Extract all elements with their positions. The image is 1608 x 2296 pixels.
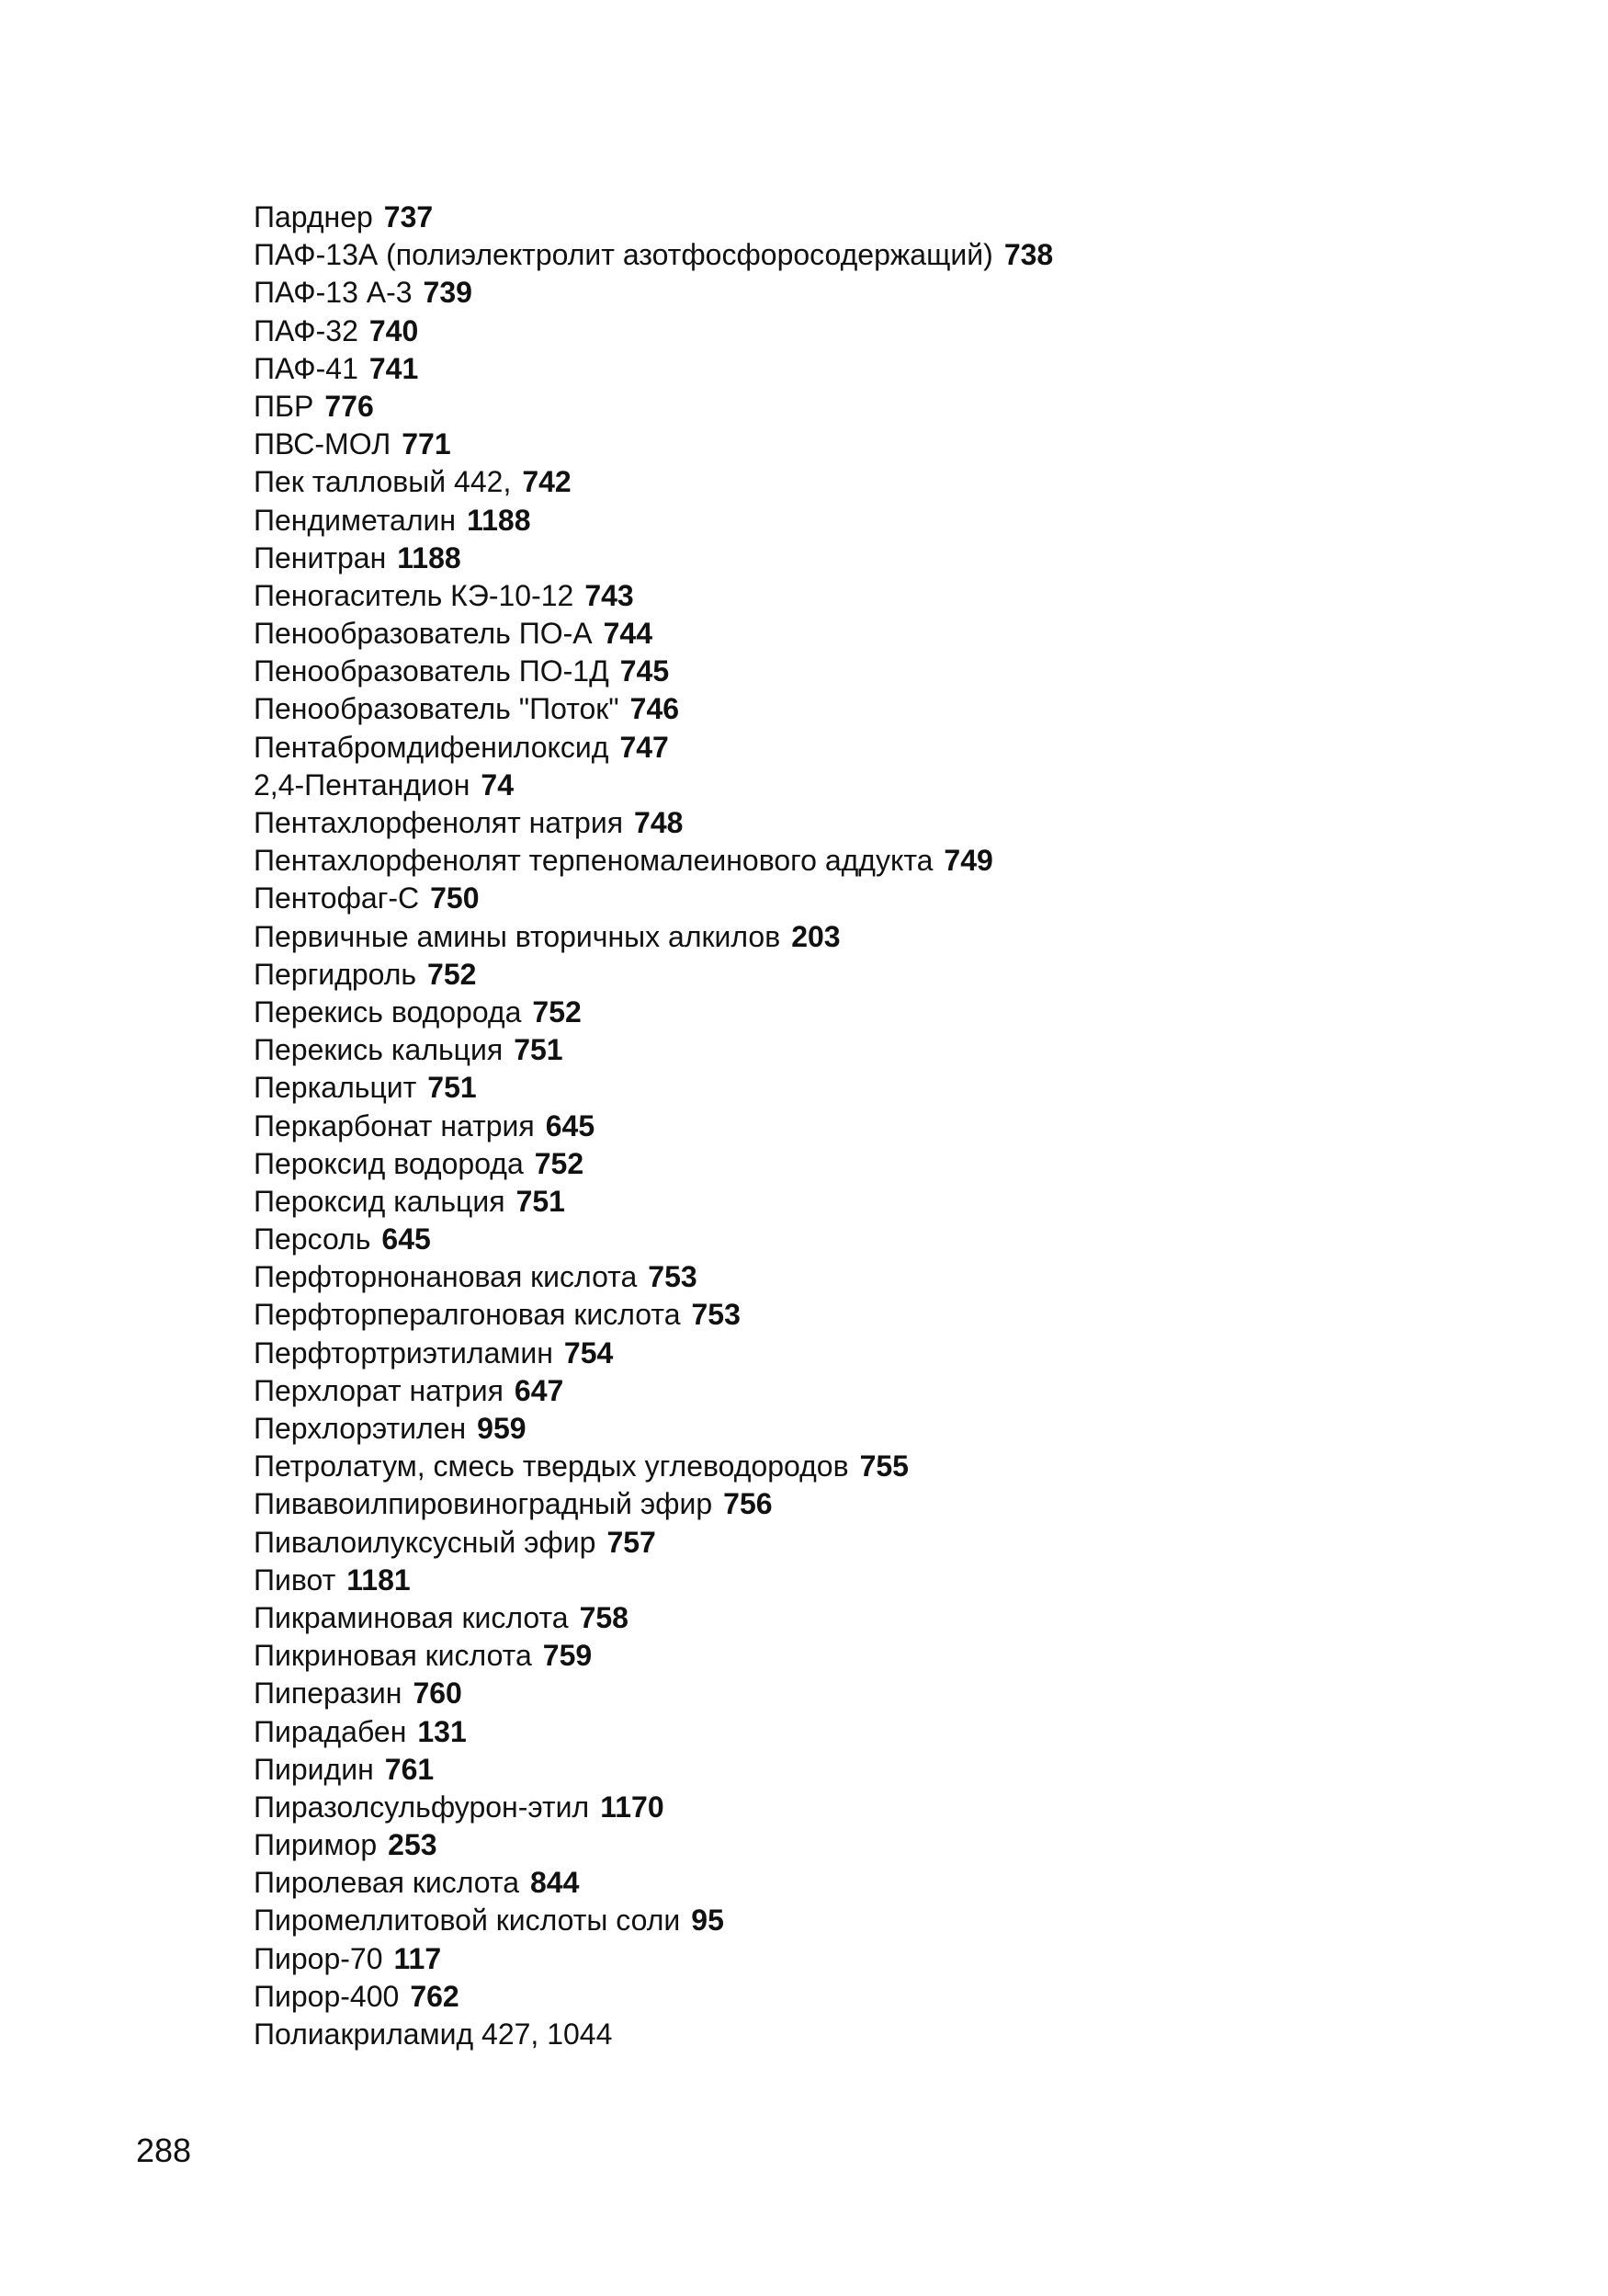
entry-term: 2,4-Пентандион: [254, 767, 470, 801]
entry-pages: 759: [542, 1639, 593, 1673]
index-entry: [254, 956, 1053, 994]
index-entry: [254, 767, 1053, 804]
entry-pages: 844: [529, 1866, 580, 1900]
index-list: [254, 199, 1053, 2053]
index-entry: [254, 1145, 1053, 1183]
entry-pages: 131: [417, 1714, 467, 1748]
entry-term: Парднер: [254, 200, 373, 233]
index-entry: [254, 1221, 1053, 1258]
entry-term: Перфторпералгоновая кислота: [254, 1298, 681, 1332]
index-entry: [254, 918, 1053, 956]
entry-pages: 253: [388, 1828, 437, 1862]
entry-term: Перфтортриэтиламин: [254, 1336, 553, 1370]
entry-pages: 751: [515, 1184, 565, 1218]
entry-pages: 74: [481, 767, 514, 801]
index-entry: [254, 804, 1053, 842]
entry-term: Пентофаг-С: [254, 881, 420, 915]
index-entry: [254, 1675, 1053, 1712]
entry-pages: 776: [324, 389, 374, 423]
entry-term: Пероксид водорода: [254, 1146, 524, 1180]
entry-term: Пивавоилпировиноградный эфир: [254, 1487, 713, 1521]
entry-term: Первичные амины вторичных алкилов: [254, 919, 781, 953]
entry-pages: 740: [368, 313, 419, 347]
entry-pages: 760: [413, 1677, 462, 1711]
index-entry: [254, 1485, 1053, 1523]
index-entry: [254, 880, 1053, 917]
entry-term: Персоль: [254, 1222, 371, 1256]
index-entry: [254, 502, 1053, 540]
entry-pages: 750: [430, 881, 480, 915]
entry-term: Пек талловый 442,: [254, 465, 512, 499]
entry-term: Пирор-70: [254, 1941, 383, 1975]
entry-term: Перкарбонат натрия: [254, 1108, 535, 1142]
entry-pages: 757: [606, 1525, 656, 1559]
index-entry: [254, 1562, 1053, 1599]
index-entry: [254, 690, 1053, 728]
entry-term: Пиримор: [254, 1828, 378, 1862]
index-entry: [254, 463, 1053, 501]
entry-term: Пенообразователь "Поток": [254, 692, 619, 726]
entry-pages: 746: [629, 692, 680, 726]
entry-pages: 645: [381, 1222, 431, 1256]
entry-term: Пивалоилуксусный эфир: [254, 1525, 596, 1559]
entry-term: Пентабромдифенилоксид: [254, 730, 609, 764]
index-entry: [254, 1864, 1053, 1902]
entry-pages: 754: [563, 1336, 614, 1370]
index-entry: [254, 199, 1053, 236]
entry-pages: 758: [579, 1600, 628, 1634]
index-entry: [254, 1410, 1053, 1448]
entry-pages: 738: [1003, 238, 1054, 272]
entry-pages: 743: [584, 578, 634, 612]
index-entry: [254, 1069, 1053, 1107]
entry-term: Пендиметалин: [254, 503, 457, 537]
index-entry: [254, 1335, 1053, 1372]
entry-pages: 748: [634, 806, 684, 839]
entry-term: ПАФ-41: [254, 351, 358, 385]
entry-term: Полиакриламид 427, 1044: [254, 2018, 613, 2051]
entry-term: Пиромеллитовой кислоты соли: [254, 1904, 681, 1938]
entry-term: ПАФ-13А (полиэлектролит азотфосфоросодержащий): [254, 238, 993, 272]
entry-term: Пергидроль: [254, 957, 417, 991]
entry-pages: 749: [944, 844, 993, 878]
entry-term: Пентахлорфенолят терпеномалеинового аддукта: [254, 844, 934, 878]
index-entry: [254, 1826, 1053, 1864]
entry-term: Пенообразователь ПО-А: [254, 617, 593, 651]
entry-pages: 959: [477, 1412, 527, 1445]
index-entry: [254, 1940, 1053, 1978]
entry-pages: 739: [423, 276, 472, 310]
entry-pages: 753: [691, 1298, 741, 1332]
entry-term: ПБР: [254, 389, 314, 423]
entry-pages: 645: [545, 1108, 595, 1142]
entry-pages: 741: [368, 351, 419, 385]
index-entry: [254, 729, 1053, 767]
entry-term: Пивот: [254, 1563, 336, 1597]
entry-term: ПАФ-32: [254, 313, 358, 347]
entry-pages: 751: [514, 1033, 563, 1067]
entry-term: Перекись водорода: [254, 995, 522, 1029]
index-entry: [254, 1751, 1053, 1789]
index-entry: [254, 1978, 1053, 2016]
index-entry: [254, 842, 1053, 880]
entry-term: Перкальцит: [254, 1071, 417, 1105]
entry-term: Пиридин: [254, 1752, 374, 1786]
entry-term: Пенитран: [254, 540, 387, 574]
entry-pages: 752: [427, 957, 477, 991]
index-entry: [254, 236, 1053, 274]
index-entry: [254, 350, 1053, 388]
index-entry: [254, 1031, 1053, 1069]
entry-term: Пероксид кальция: [254, 1184, 505, 1218]
index-entry: [254, 540, 1053, 577]
entry-pages: 762: [410, 1979, 459, 2013]
index-entry: [254, 1902, 1053, 1939]
entry-term: Пикриновая кислота: [254, 1639, 532, 1673]
page-number: 288: [136, 2131, 192, 2169]
entry-pages: 95: [691, 1904, 724, 1938]
entry-pages: 753: [648, 1260, 697, 1294]
entry-pages: 747: [619, 730, 669, 764]
entry-pages: 756: [723, 1487, 773, 1521]
entry-pages: 1188: [397, 540, 461, 574]
entry-pages: 771: [402, 427, 451, 461]
index-entry: [254, 426, 1053, 463]
entry-pages: 755: [859, 1449, 909, 1483]
entry-term: Перхлорат натрия: [254, 1373, 504, 1407]
entry-pages: 761: [384, 1752, 435, 1786]
index-entry: [254, 1108, 1053, 1145]
entry-term: Пентахлорфенолят натрия: [254, 806, 624, 839]
entry-pages: 745: [619, 654, 670, 688]
entry-term: ПАФ-13 А-3: [254, 276, 413, 310]
entry-pages: 1181: [346, 1563, 411, 1597]
entry-pages: 742: [522, 465, 572, 499]
index-entry: [254, 313, 1053, 350]
index-entry: [254, 1183, 1053, 1221]
entry-pages: 117: [393, 1941, 442, 1975]
index-entry: [254, 1713, 1053, 1751]
entry-pages: 751: [427, 1071, 477, 1105]
index-entry: [254, 1599, 1053, 1637]
index-entry: [254, 1372, 1053, 1410]
index-entry: [254, 653, 1053, 690]
entry-term: Перекись кальция: [254, 1033, 504, 1067]
index-entry: [254, 615, 1053, 653]
entry-term: Пирадабен: [254, 1714, 407, 1748]
index-entry: [254, 994, 1053, 1031]
entry-term: Пенообразователь ПО-1Д: [254, 654, 609, 688]
entry-pages: 1188: [467, 503, 531, 537]
entry-term: Перфторнонановая кислота: [254, 1260, 638, 1294]
entry-pages: 744: [603, 617, 653, 651]
index-entry: [254, 577, 1053, 615]
entry-pages: 752: [534, 1146, 584, 1180]
entry-term: Пирор-400: [254, 1979, 400, 2013]
entry-term: Пиролевая кислота: [254, 1866, 519, 1900]
index-entry: [254, 1448, 1053, 1485]
index-entry: [254, 274, 1053, 312]
entry-term: ПВС-МОЛ: [254, 427, 391, 461]
index-entry: [254, 1789, 1053, 1826]
index-entry: [254, 2016, 1053, 2053]
entry-pages: 203: [791, 919, 841, 953]
entry-term: Пеногаситель КЭ-10-12: [254, 578, 574, 612]
entry-pages: 647: [514, 1373, 564, 1407]
index-entry: [254, 1524, 1053, 1562]
entry-term: Перхлорэтилен: [254, 1412, 467, 1445]
entry-pages: 1170: [600, 1790, 664, 1824]
entry-term: Пикраминовая кислота: [254, 1600, 569, 1634]
entry-term: Пиперазин: [254, 1677, 402, 1711]
index-entry: [254, 1258, 1053, 1296]
index-entry: [254, 388, 1053, 426]
entry-pages: 752: [532, 995, 582, 1029]
entry-term: Петролатум, смесь твердых углеводородов: [254, 1449, 849, 1483]
index-entry: [254, 1296, 1053, 1334]
entry-pages: 737: [383, 200, 434, 233]
index-entry: [254, 1637, 1053, 1675]
entry-term: Пиразолсульфурон-этил: [254, 1790, 590, 1824]
